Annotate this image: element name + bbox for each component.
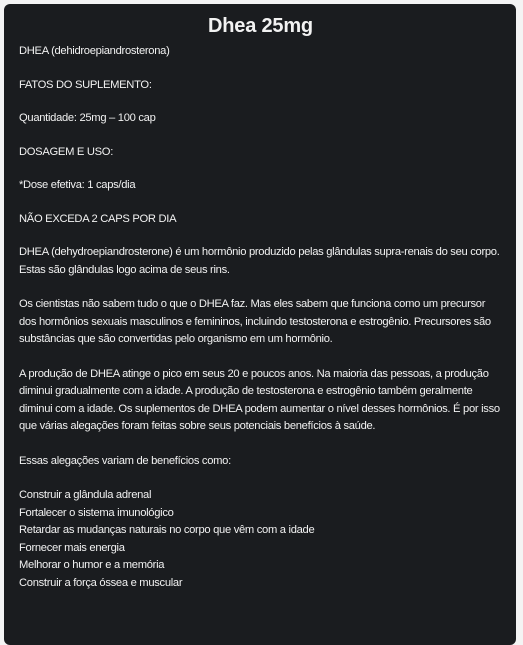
- list-item: Retardar as mudanças naturais no corpo que vêm com a idade: [19, 524, 315, 536]
- list-item: Construir a força óssea e muscular: [19, 576, 183, 589]
- product-title: Dhea 25mg: [208, 15, 313, 37]
- paragraph-intro: DHEA (dehydroepiandrosterone) é um hormônio produzido pelas glândulas supra-renais do seu corpo. Estas são glândulas logo acima de seus rins.: [19, 246, 500, 276]
- paragraph-precursor: Os cientistas não sabem tudo o que o DHEA faz. Mas eles sabem que funciona como um precursor dos hormônios sexuais masculinos e femininos, incluindo testosterona e estrogênio. Precursores são substâncias que são convertidas pelo organismo em um hormônio.: [19, 298, 491, 345]
- list-item: Fortalecer o sistema imunológico: [19, 506, 174, 519]
- benefits-list: [19, 487, 502, 592]
- product-description-card: [4, 4, 516, 645]
- dose-text: *Dose efetiva: 1 caps/dia: [19, 179, 136, 191]
- dose-warning: NÃO EXCEDA 2 CAPS POR DIA: [19, 212, 177, 225]
- facts-heading: FATOS DO SUPLEMENTO:: [19, 78, 152, 91]
- list-item: Melhorar o humor e a memória: [19, 559, 165, 571]
- product-subtitle: DHEA (dehidroepiandrosterona): [19, 45, 170, 57]
- paragraph-claims: Essas alegações variam de benefícios como:: [19, 454, 231, 467]
- quantity-text: Quantidade: 25mg – 100 cap: [19, 112, 156, 124]
- paragraph-production: A produção de DHEA atinge o pico em seus 20 e poucos anos. Na maioria das pessoas, a produção diminui gradualmente com a idade. A produção de testosterona e estrogênio também geralmente diminui com a idade. Os suplementos de DHEA podem aumentar o nível desses hormônios. É por isso que várias alegações foram feitas sobre seus potenciais benefícios à saúde.: [19, 367, 500, 432]
- list-item: Fornecer mais energia: [19, 541, 125, 554]
- dosage-heading: DOSAGEM E USO:: [19, 145, 114, 158]
- list-item: Construir a glândula adrenal: [19, 489, 152, 501]
